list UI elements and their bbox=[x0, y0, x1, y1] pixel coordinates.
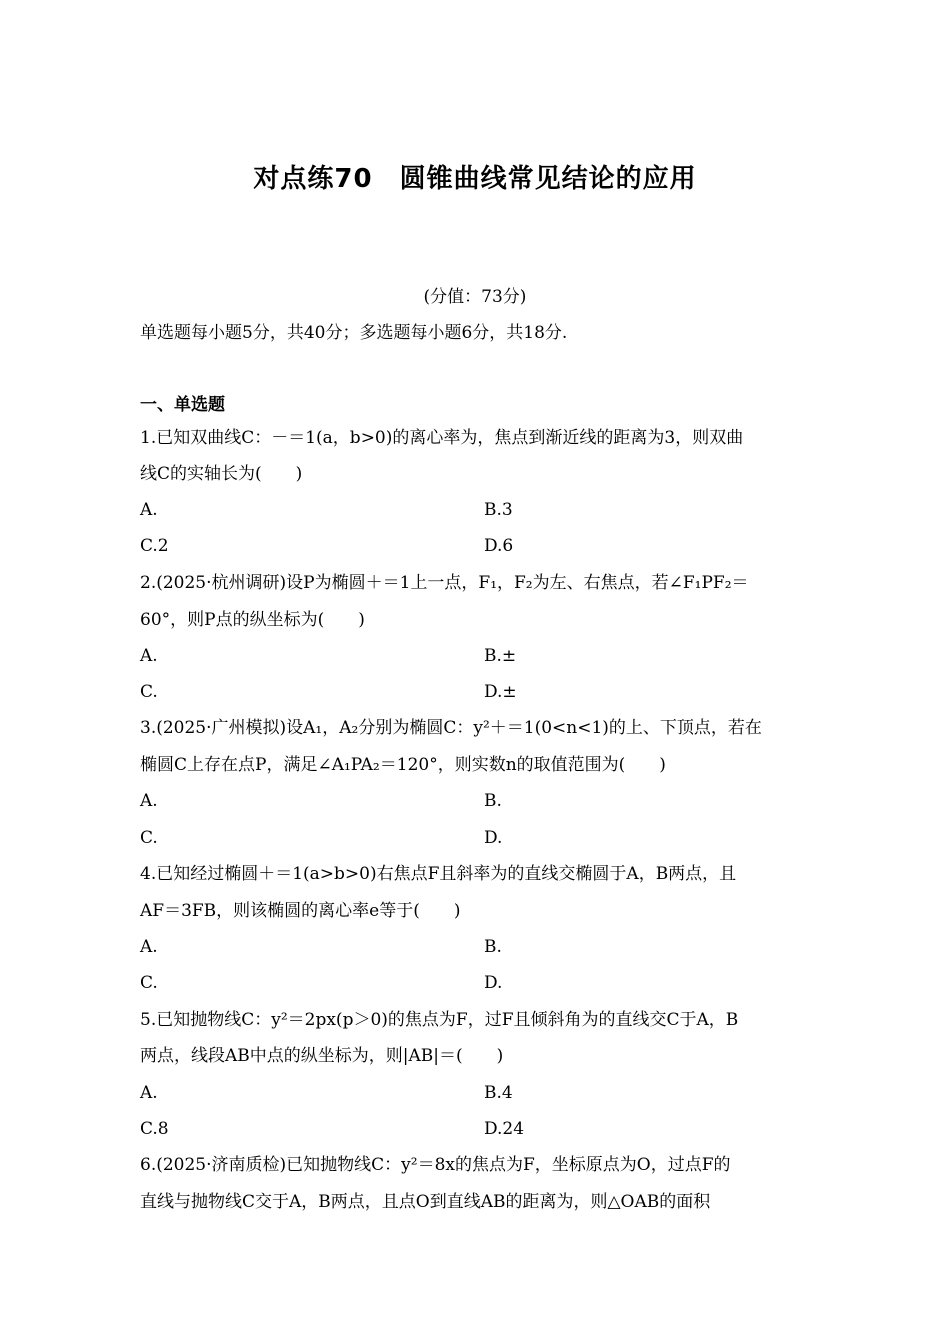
question-2-line-1: 2.(2025·杭州调研)设P为椭圆＋＝1上一点，F₁，F₂为左、右焦点，若∠F₁PF₂＝ bbox=[140, 573, 749, 593]
question-3-option-d: D. bbox=[484, 828, 503, 848]
question-6-line-1: 6.(2025·济南质检)已知抛物线C：y²＝8x的焦点为F，坐标原点为O，过点F的 bbox=[140, 1155, 731, 1175]
question-2-option-d: D.± bbox=[484, 682, 517, 702]
question-2-option-a: A. bbox=[140, 646, 158, 666]
question-2-option-c: C. bbox=[140, 682, 158, 702]
question-2-option-b: B.± bbox=[484, 646, 517, 666]
question-4-option-b: B. bbox=[484, 937, 502, 957]
question-1-line-1: 1.已知双曲线C：－＝1(a，b>0)的离心率为，焦点到渐近线的距离为3，则双曲 bbox=[140, 428, 744, 448]
question-4-line-1: 4.已知经过椭圆＋＝1(a>b>0)右焦点F且斜率为的直线交椭圆于A，B两点，且 bbox=[140, 864, 737, 884]
question-3-line-1: 3.(2025·广州模拟)设A₁，A₂分别为椭圆C：y²＋＝1(0<n<1)的上、下顶点，若在 bbox=[140, 718, 762, 738]
question-3-option-c: C. bbox=[140, 828, 158, 848]
question-1-option-d: D.6 bbox=[484, 536, 514, 556]
question-1-option-a: A. bbox=[140, 500, 158, 520]
question-1-option-c: C.2 bbox=[140, 536, 169, 556]
question-5-option-c: C.8 bbox=[140, 1119, 169, 1139]
question-6-line-2: 直线与抛物线C交于A，B两点，且点O到直线AB的距离为，则△OAB的面积 bbox=[140, 1192, 711, 1212]
question-5-line-2: 两点，线段AB中点的纵坐标为，则|AB|＝( ) bbox=[140, 1046, 504, 1066]
question-5-option-a: A. bbox=[140, 1083, 158, 1103]
question-5-option-d: D.24 bbox=[484, 1119, 525, 1139]
question-1-line-2: 线C的实轴长为( ) bbox=[140, 464, 303, 484]
question-3-line-2: 椭圆C上存在点P，满足∠A₁PA₂＝120°，则实数n的取值范围为( ) bbox=[140, 755, 666, 775]
question-4-option-d: D. bbox=[484, 973, 503, 993]
scoring-rule: 单选题每小题5分，共40分；多选题每小题6分，共18分. bbox=[140, 323, 568, 343]
score-note: (分值：73分) bbox=[423, 287, 527, 307]
section-heading: 一、单选题 bbox=[140, 395, 225, 415]
question-5-option-b: B.4 bbox=[484, 1083, 513, 1103]
page-title: 对点练70 圆锥曲线常见结论的应用 bbox=[253, 164, 697, 194]
question-1-option-b: B.3 bbox=[484, 500, 513, 520]
question-3-option-b: B. bbox=[484, 791, 502, 811]
question-4-option-c: C. bbox=[140, 973, 158, 993]
question-2-line-2: 60°，则P点的纵坐标为( ) bbox=[140, 610, 365, 630]
question-4-line-2: AF＝3FB，则该椭圆的离心率e等于( ) bbox=[140, 901, 461, 921]
question-4-option-a: A. bbox=[140, 937, 158, 957]
question-5-line-1: 5.已知抛物线C：y²＝2px(p＞0)的焦点为F，过F且倾斜角为的直线交C于A，B bbox=[140, 1010, 739, 1030]
question-3-option-a: A. bbox=[140, 791, 158, 811]
